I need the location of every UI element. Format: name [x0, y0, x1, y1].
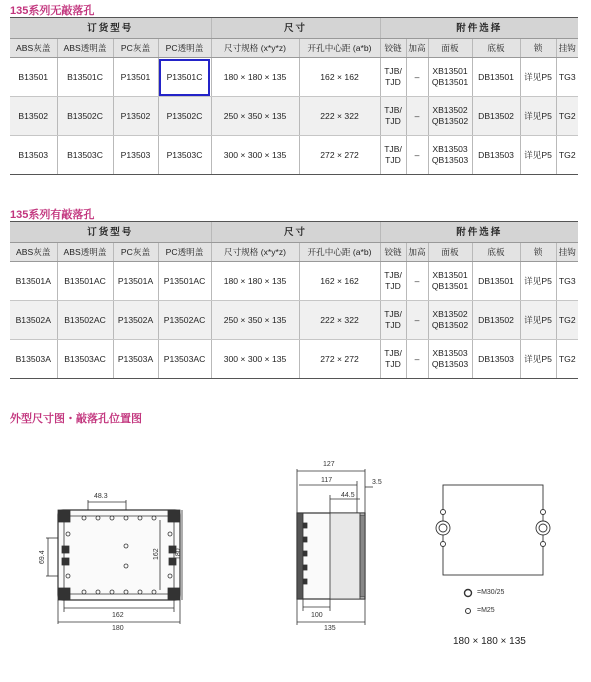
- cell-hinge: TJB/ TJD: [380, 340, 406, 379]
- cell-lock: 详见P5: [520, 136, 556, 175]
- cell-base: DB13503: [472, 136, 520, 175]
- cell-pc-gray: P13502A: [113, 301, 158, 340]
- cell-lock: 详见P5: [520, 58, 556, 97]
- small-knockout-icon: [463, 606, 473, 616]
- col-header: PC透明盖: [158, 243, 211, 262]
- cell-hook: TG2: [556, 301, 578, 340]
- cell-abs-clear: B13503AC: [57, 340, 113, 379]
- cell-raise: –: [406, 301, 428, 340]
- table-row: [10, 301, 578, 340]
- section-title-knockout: 135系列有敲落孔: [10, 209, 95, 221]
- front-view-drawing: [28, 486, 198, 631]
- legend-small: =M25: [477, 607, 495, 614]
- dim-label: 48.3: [94, 493, 108, 500]
- col-header: 铰链: [380, 39, 406, 58]
- cell-abs-clear: B13502AC: [57, 301, 113, 340]
- cell-hinge: TJB/ TJD: [380, 58, 406, 97]
- cell-base: DB13501: [472, 58, 520, 97]
- cell-hook: TG2: [556, 136, 578, 175]
- col-header: 加高: [406, 243, 428, 262]
- cell-lock: 详见P5: [520, 97, 556, 136]
- cell-hole: 162 × 162: [299, 262, 380, 301]
- cell-raise: –: [406, 58, 428, 97]
- col-header: PC透明盖: [158, 39, 211, 58]
- dim-label: 100: [311, 612, 323, 619]
- cell-abs-gray: B13501A: [10, 262, 57, 301]
- cell-abs-clear: B13501C: [57, 58, 113, 97]
- cell-base: DB13501: [472, 262, 520, 301]
- dim-label: 69.4: [39, 550, 46, 564]
- table-row: [10, 58, 578, 97]
- group-header-accessories: 附件选择: [380, 222, 578, 243]
- cell-size: 180 × 180 × 135: [211, 58, 299, 97]
- cell-hook: TG2: [556, 340, 578, 379]
- cell-pc-clear: P13503AC: [158, 340, 211, 379]
- col-header: 开孔中心距 (a*b): [299, 243, 380, 262]
- table-row: [10, 340, 578, 379]
- cell-lock: 详见P5: [520, 262, 556, 301]
- cell-hole: 222 × 322: [299, 97, 380, 136]
- cell-panel: XB13502 QB13502: [428, 97, 472, 136]
- cell-abs-gray: B13503: [10, 136, 57, 175]
- col-header: 铰链: [380, 243, 406, 262]
- table-row: [10, 262, 578, 301]
- cell-panel: XB13502 QB13502: [428, 301, 472, 340]
- group-header-order: 订货型号: [10, 18, 211, 39]
- cell-base: DB13502: [472, 301, 520, 340]
- section-title-drawings: 外型尺寸图・敲落孔位置图: [10, 413, 142, 425]
- side-view-drawing: [285, 455, 400, 630]
- knockout-position-drawing: [428, 480, 558, 580]
- cell-hole: 272 × 272: [299, 136, 380, 175]
- large-knockout-icon: [463, 588, 473, 598]
- cell-pc-clear: P13502AC: [158, 301, 211, 340]
- cell-hole: 272 × 272: [299, 340, 380, 379]
- col-header: 锁: [520, 243, 556, 262]
- cell-pc-clear: P13502C: [158, 97, 211, 136]
- table-row: [10, 97, 578, 136]
- col-header: 挂钩: [556, 243, 578, 262]
- col-header: ABS灰盖: [10, 243, 57, 262]
- cell-pc-clear: P13501AC: [158, 262, 211, 301]
- cell-abs-clear: B13501AC: [57, 262, 113, 301]
- cell-pc-clear: P13503C: [158, 136, 211, 175]
- cell-pc-gray: P13501: [113, 58, 158, 97]
- cell-size: 180 × 180 × 135: [211, 262, 299, 301]
- dim-label: 180: [175, 548, 182, 560]
- cell-raise: –: [406, 97, 428, 136]
- cell-size: 250 × 350 × 135: [211, 97, 299, 136]
- cell-base: DB13502: [472, 97, 520, 136]
- cell-panel: XB13501 QB13501: [428, 58, 472, 97]
- cell-hook: TG3: [556, 58, 578, 97]
- col-header: 挂钩: [556, 39, 578, 58]
- dim-label: 44.5: [341, 492, 355, 499]
- cell-abs-gray: B13503A: [10, 340, 57, 379]
- col-header: ABS灰盖: [10, 39, 57, 58]
- cell-lock: 详见P5: [520, 340, 556, 379]
- col-header: 底板: [472, 243, 520, 262]
- col-header: PC灰盖: [113, 39, 158, 58]
- cell-size: 300 × 300 × 135: [211, 340, 299, 379]
- cell-hinge: TJB/ TJD: [380, 301, 406, 340]
- cell-hook: TG2: [556, 97, 578, 136]
- cell-base: DB13503: [472, 340, 520, 379]
- cell-hinge: TJB/ TJD: [380, 136, 406, 175]
- col-header: 尺寸规格 (x*y*z): [211, 39, 299, 58]
- col-header: 面板: [428, 39, 472, 58]
- dim-label: 180: [112, 625, 124, 631]
- table-row: [10, 136, 578, 175]
- table-no-knockout: [10, 17, 578, 175]
- dim-label: 162: [112, 612, 124, 619]
- dim-label: 127: [323, 461, 335, 468]
- cell-hole: 222 × 322: [299, 301, 380, 340]
- group-header-order: 订货型号: [10, 222, 211, 243]
- legend-large: =M30/25: [477, 589, 505, 596]
- dim-label: 117: [321, 477, 333, 484]
- dim-label: 3.5: [372, 479, 382, 486]
- cell-panel: XB13503 QB13503: [428, 136, 472, 175]
- col-header: 加高: [406, 39, 428, 58]
- col-header: 尺寸规格 (x*y*z): [211, 243, 299, 262]
- cell-hole: 162 × 162: [299, 58, 380, 97]
- cell-panel: XB13501 QB13501: [428, 262, 472, 301]
- cell-pc-clear: P13501C: [158, 58, 211, 97]
- col-header: 面板: [428, 243, 472, 262]
- group-header-accessories: 附件选择: [380, 18, 578, 39]
- cell-pc-gray: P13502: [113, 97, 158, 136]
- cell-raise: –: [406, 136, 428, 175]
- col-header: 锁: [520, 39, 556, 58]
- cell-hinge: TJB/ TJD: [380, 97, 406, 136]
- cell-panel: XB13503 QB13503: [428, 340, 472, 379]
- cell-hinge: TJB/ TJD: [380, 262, 406, 301]
- col-header: PC灰盖: [113, 243, 158, 262]
- cell-size: 300 × 300 × 135: [211, 136, 299, 175]
- cell-pc-gray: P13503A: [113, 340, 158, 379]
- cell-pc-gray: P13501A: [113, 262, 158, 301]
- section-title-no-knockout: 135系列无敲落孔: [10, 5, 95, 17]
- cell-abs-gray: B13501: [10, 58, 57, 97]
- cell-raise: –: [406, 340, 428, 379]
- cell-lock: 详见P5: [520, 301, 556, 340]
- cell-abs-gray: B13502: [10, 97, 57, 136]
- col-header: ABS透明盖: [57, 243, 113, 262]
- cell-raise: –: [406, 262, 428, 301]
- cell-abs-clear: B13503C: [57, 136, 113, 175]
- col-header: 开孔中心距 (a*b): [299, 39, 380, 58]
- col-header: ABS透明盖: [57, 39, 113, 58]
- col-header: 底板: [472, 39, 520, 58]
- cell-abs-clear: B13502C: [57, 97, 113, 136]
- drawing-caption: 180 × 180 × 135: [453, 636, 526, 647]
- dim-label: 162: [153, 548, 160, 560]
- table-knockout: [10, 221, 578, 379]
- group-header-size: 尺寸: [211, 18, 380, 39]
- cell-hook: TG3: [556, 262, 578, 301]
- cell-size: 250 × 350 × 135: [211, 301, 299, 340]
- cell-abs-gray: B13502A: [10, 301, 57, 340]
- cell-pc-gray: P13503: [113, 136, 158, 175]
- dim-label: 135: [324, 625, 336, 630]
- group-header-size: 尺寸: [211, 222, 380, 243]
